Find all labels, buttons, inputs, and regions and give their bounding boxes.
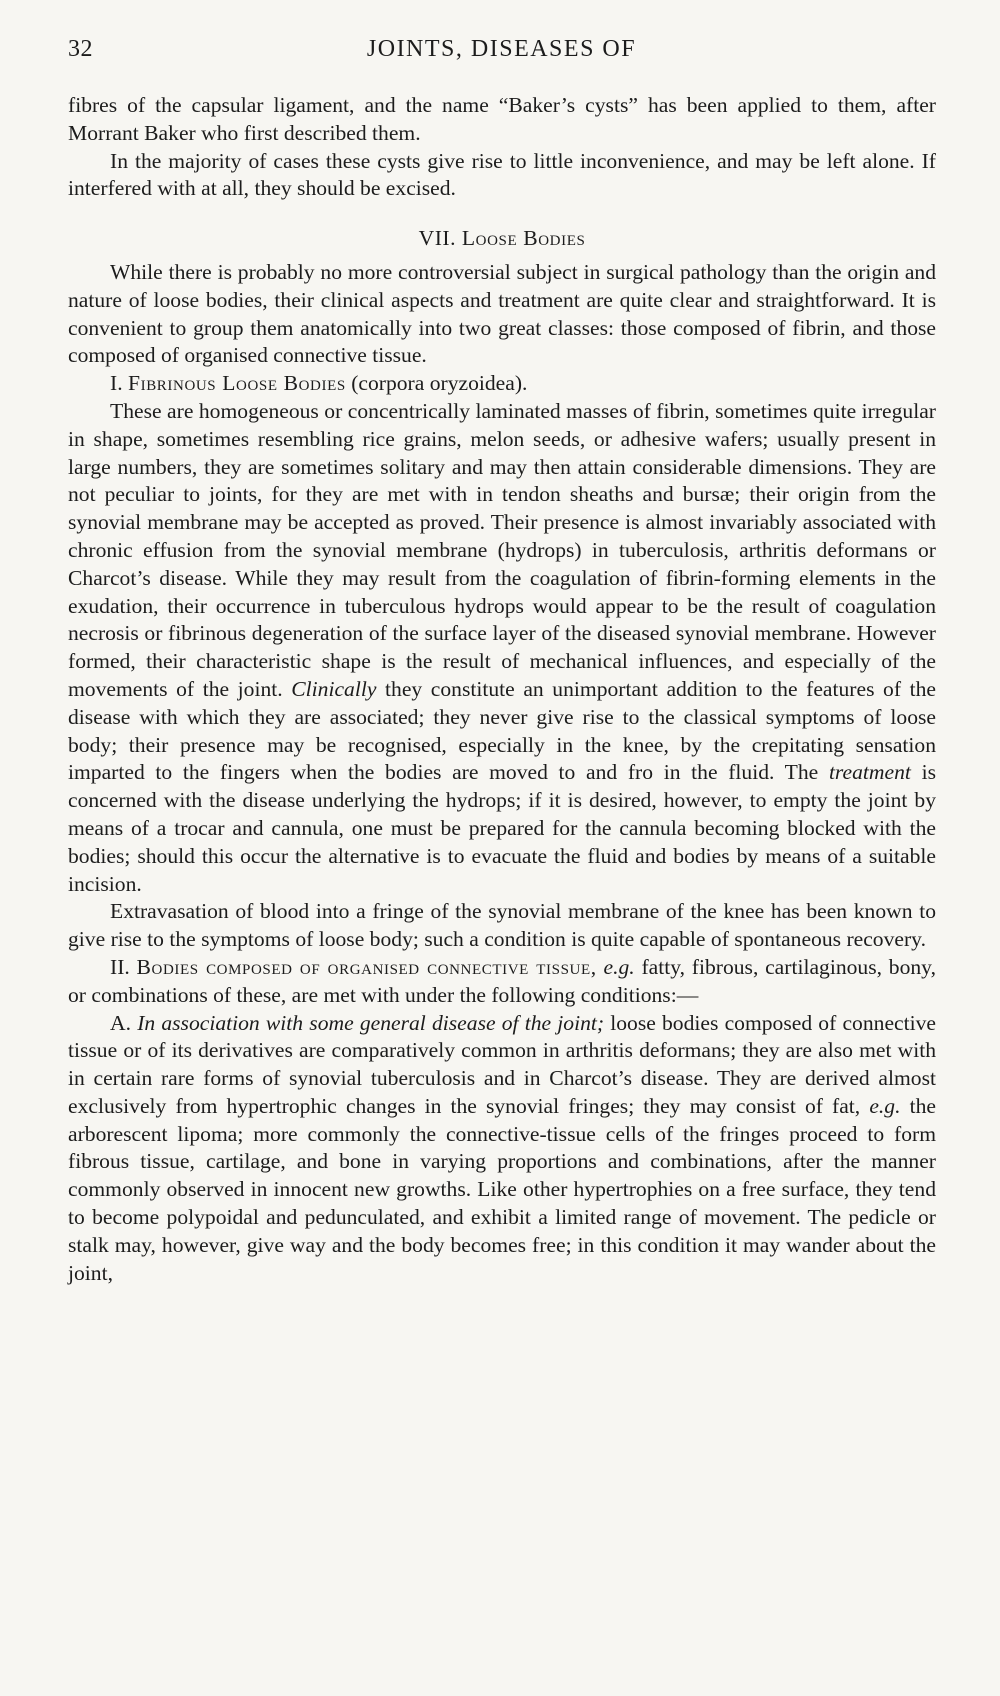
paragraph-majority-of-cases: In the majority of cases these cysts give rise to little inconvenience, and may be left alone. If interfered with at all, they should be excised. [68, 148, 936, 201]
subheading-fibrinous-number: I. [110, 371, 123, 396]
italic-clinically: Clinically [291, 676, 377, 701]
subheading-fibrinous-rest: (corpora oryzoidea). [351, 371, 528, 396]
subheading-organised [68, 954, 936, 1010]
page-body [68, 92, 936, 1287]
italic-treatment: treatment [828, 760, 911, 785]
running-header [68, 36, 935, 66]
subheading-organised-title: Bodies composed of organised connective tissue, [136, 954, 597, 979]
text-run: is concerned with the disease underlying the hydrops; if it is desired, however, to empty the joint by means of a trocar and cannula, one must be prepared for the cannula becoming blocked with the bodies; should this occur the alternative is to evacuate the fluid and bodies by means of a suitable incision. [68, 760, 936, 896]
running-title: JOINTS, DISEASES OF [366, 36, 637, 62]
paragraph-fibrinous-description [68, 398, 936, 898]
text-run: loose bodies composed of connective tissue or of its derivatives are comparatively common in arthritis deformans; they are also met with in certain rare forms of synovial tuberculosis and in Charcot’s disease. They are derived almost exclusively from hypertrophic changes in the synovial fringes; they may consist of fat, [68, 1010, 936, 1118]
paragraph-loose-bodies-intro: While there is probably no more controversial subject in surgical pathology than the origin and nature of loose bodies, their clinical aspects and treatment are quite clear and straightforward. It is convenient to group them anatomically into two great classes: those composed of fibrin, and those composed of organised connective tissue. [68, 259, 936, 368]
subheading-fibrinous-title: Fibrinous Loose Bodies [128, 371, 346, 396]
paragraph-baker-cysts: fibres of the capsular ligament, and the name “Baker’s cysts” has been applied to them, after Morrant Baker who first described them. [68, 93, 936, 145]
paragraph-general-disease [68, 1010, 936, 1288]
section-heading [68, 225, 936, 253]
section-title: Loose Bodies [461, 226, 586, 251]
item-letter: A. [110, 1010, 131, 1035]
subheading-organised-number: II. [110, 954, 130, 979]
text-run: These are homogeneous or concentrically laminated masses of fibrin, sometimes quite irregular in shape, sometimes resembling rice grains, melon seeds, or adhesive wafers; usually present in large numbers, they are sometimes solitary and may then attain considerable dimensions. They are not peculiar to joints, for they are met with in tendon sheaths and bursæ; their origin from the synovial membrane may be accepted as proved. Their presence is almost invariably associated with chronic effusion from the synovial membrane (hydrops) in tuberculosis, arthritis deformans or Charcot’s disease. While they may result from the coagulation of fibrin-forming elements in the exudation, their occurrence in tuberculous hydrops would appear to be the result of coagulation necrosis or fibrinous degeneration of the surface layer of the diseased synovial membrane. However formed, their characteristic shape is the result of mechanical influences, and especially of the movements of the joint. [68, 398, 936, 701]
section-number: VII. [418, 226, 456, 251]
italic-eg: e.g. [869, 1093, 901, 1118]
text-run: fatty, fibrous, cartilaginous, bony, or combinations of these, are met with under the following conditions:— [68, 954, 936, 1007]
italic-general-disease: In association with some general disease of the joint; [137, 1010, 605, 1035]
paragraph-extravasation: Extravasation of blood into a fringe of the synovial membrane of the knee has been known to give rise to the symptoms of loose body; such a condition is quite capable of spontaneous recovery. [68, 899, 936, 952]
subheading-fibrinous [68, 370, 936, 398]
text-run: they constitute an unimportant addition to the features of the disease with which they are associated; they never give rise to the classical symptoms of loose body; their presence may be recognised, especially in the knee, by the crepitating sensation imparted to the fingers when the bodies are moved to and fro in the fluid. The [68, 676, 937, 785]
page-number: 32 [68, 36, 93, 62]
italic-eg: e.g. [603, 954, 635, 979]
text-run: the arborescent lipoma; more commonly the connective-tissue cells of the fringes proceed to form fibrous tissue, cartilage, and bone in varying proportions and combinations, after the manner commonly observed in innocent new growths. Like other hypertrophies on a free surface, they tend to become polypoidal and pedunculated, and exhibit a limited range of movement. The pedicle or stalk may, however, give way and the body becomes free; in this condition it may wander about the joint, [68, 1093, 936, 1285]
